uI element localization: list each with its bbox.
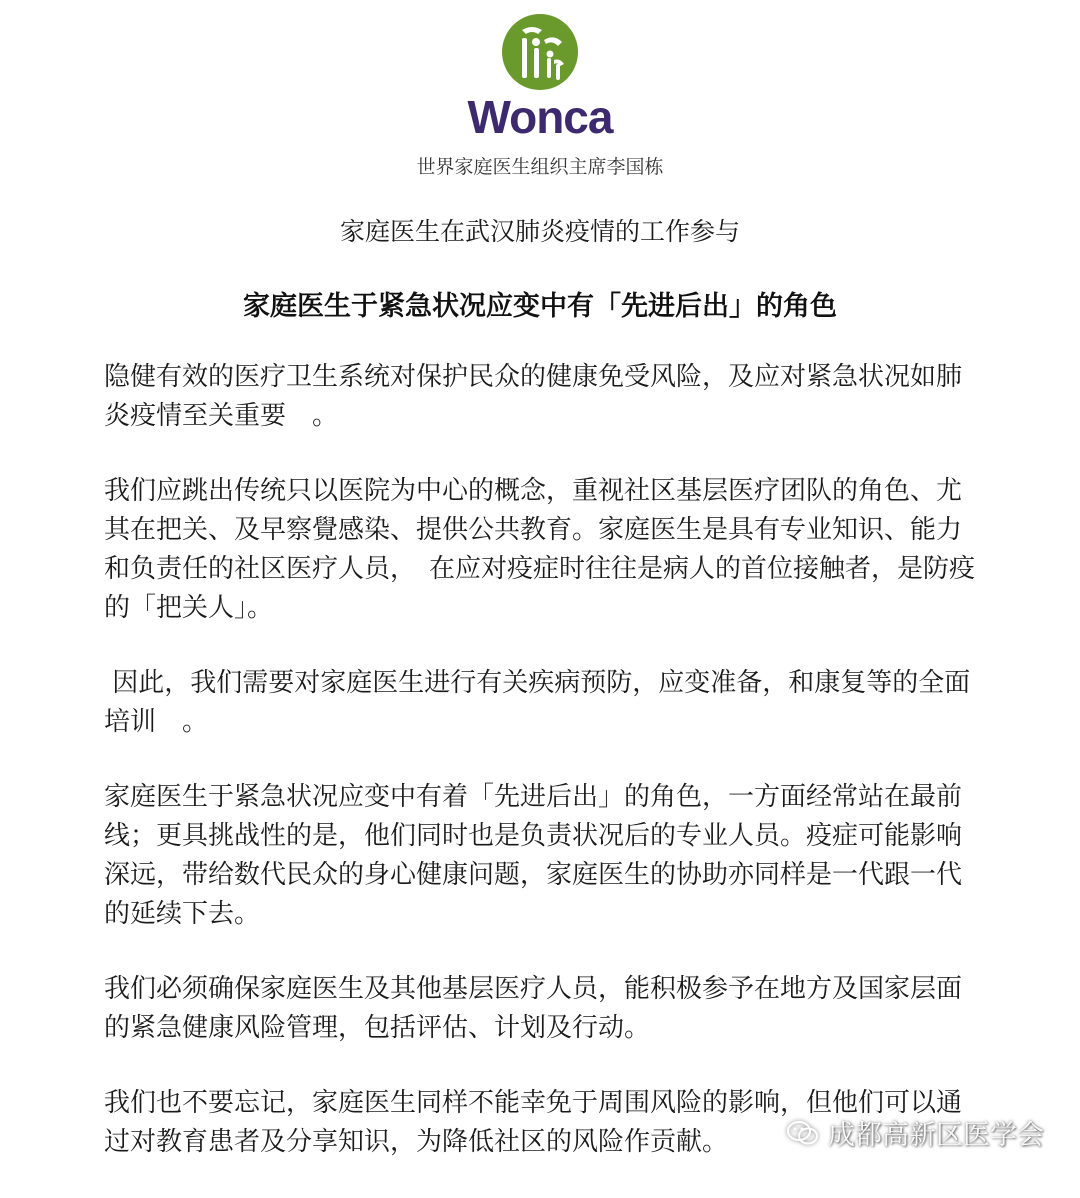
paragraph: 家庭医生于紧急状况应变中有着「先进后出」的角色，一方面经常站在最前线；更具挑战性的是，他们同时也是负责状况后的专业人员。疫症可能影响深远，带给数代民众的身心健康问题，家庭医生的协助亦同样是一代跟一代的延续下去。: [104, 782, 963, 929]
wonca-logo: [0, 12, 1080, 142]
headline: 家庭医生于紧急状况应变中有「先进后出」的角色: [243, 291, 837, 322]
paragraph: 我们必须确保家庭医生及其他基层医疗人员，能积极参予在地方及国家层面的紧急健康风险管理，包括评估、计划及行动。: [104, 974, 963, 1043]
watermark: [786, 1113, 1044, 1152]
watermark-text: 成都高新区医学会: [828, 1120, 1044, 1151]
article-body: [104, 358, 984, 1198]
paragraph: 我们也不要忘记，家庭医生同样不能幸免于周围风险的影响，但他们可以通过对教育患者及分享知识，为降低社区的风险作贡献。: [104, 1088, 963, 1157]
paragraph: 我们应跳出传统只以医院为中心的概念，重视社区基层医疗团队的角色、尤其在把关、及早察覺感染、提供公共教育。家庭医生是具有专业知识、能力和负责任的社区医疗人员， 在应对疫症时往往是病人的首位接触者，是防疫的「把关人」。: [104, 476, 976, 623]
paragraph: 隐健有效的医疗卫生系统对保护民众的健康免受风险，及应对紧急状况如肺炎疫情至关重要 。: [104, 362, 963, 431]
wechat-icon: [786, 1119, 820, 1147]
page-title: 家庭医生在武汉肺炎疫情的工作参与: [339, 217, 740, 246]
paragraph: 因此，我们需要对家庭医生进行有关疾病预防，应变准备，和康复等的全面培训 。: [104, 668, 971, 737]
wonca-family-logo-icon: [492, 12, 588, 92]
logo-caption: 世界家庭医生组织主席李国栋: [416, 156, 664, 178]
wonca-wordmark: Wonca: [467, 91, 613, 143]
